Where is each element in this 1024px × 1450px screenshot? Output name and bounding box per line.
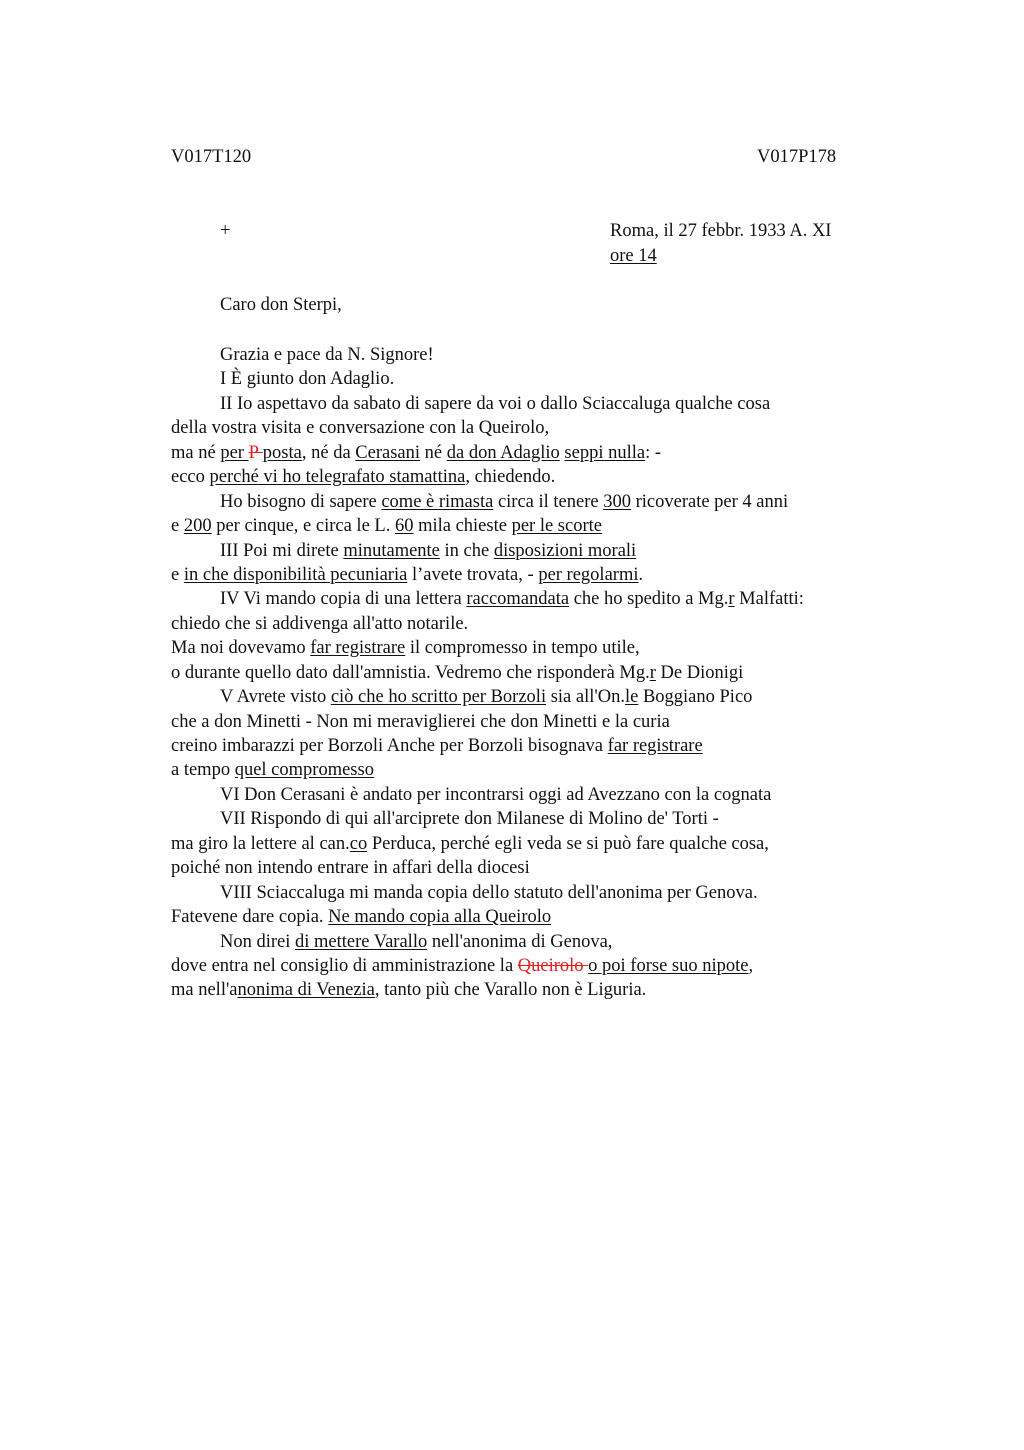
text-segment: o durante quello dato dall'amnistia. Vedremo che risponderà Mg.	[171, 662, 650, 683]
letter-line	[171, 392, 951, 416]
text-segment: per cinque, e circa le L.	[211, 516, 395, 537]
letter-line	[171, 587, 951, 611]
underlined-text: 60	[394, 516, 414, 537]
document-code-right: V017P178	[757, 147, 837, 167]
text-segment: VI Don Cerasani è andato per incontrarsi oggi ad Avezzano con la cognata	[220, 784, 772, 805]
text-segment: VII Rispondo di qui all'arciprete don Milanese di Molino de' Torti -	[220, 809, 719, 830]
text-segment: II Io aspettavo da sabato di sapere da voi o dallo Sciaccaluga qualche cosa	[220, 393, 771, 414]
text-segment: IV Vi mando copia di una lettera	[220, 589, 467, 610]
text-segment: Boggiano Pico	[638, 687, 753, 708]
letter-line	[171, 856, 951, 880]
deleted-text: P	[248, 442, 263, 463]
letter-line	[171, 441, 951, 465]
letter-line	[171, 832, 951, 856]
letter-line	[171, 710, 951, 734]
text-segment: , tanto più che Varallo non è Liguria.	[374, 980, 647, 1001]
letter-line	[171, 367, 951, 391]
underlined-text: per le scorte	[511, 516, 602, 537]
underlined-text: per	[220, 442, 249, 463]
underlined-text: r	[649, 662, 656, 683]
text-segment: Malfatti:	[734, 589, 804, 610]
letter-line	[171, 416, 951, 440]
text-segment: e	[171, 516, 184, 537]
letter-line	[171, 954, 951, 978]
letter-line	[171, 881, 951, 905]
underlined-text: quel compromesso	[234, 760, 374, 781]
text-segment: .	[638, 564, 644, 585]
text-segment: l’avete trovata, -	[407, 564, 539, 585]
underlined-text: nonima di Venezia	[237, 980, 375, 1001]
letter-line	[171, 612, 951, 636]
text-segment: e	[171, 564, 184, 585]
underlined-text: 200	[183, 516, 212, 537]
underlined-text: far registrare	[310, 638, 406, 659]
text-segment: dove entra nel consiglio di amministrazione la	[171, 955, 518, 976]
text-segment: che ho spedito a Mg.	[569, 589, 729, 610]
deleted-text: Queirolo	[517, 955, 589, 976]
underlined-text: Ne mando copia alla Queirolo	[328, 907, 552, 928]
underlined-text: come è rimasta	[381, 491, 494, 512]
text-segment: ecco	[171, 467, 210, 488]
text-segment: chiedo che si addivenga all'atto notarile.	[171, 613, 469, 634]
underlined-text: perché vi ho telegrafato stamattina	[209, 467, 466, 488]
document-code-left: V017T120	[171, 147, 252, 167]
text-segment: III Poi mi direte	[220, 540, 344, 561]
text-segment: ma nell'a	[171, 980, 238, 1001]
text-segment: Ho bisogno di sapere	[220, 491, 382, 512]
text-segment: sia all'On.	[546, 687, 625, 708]
letter-body	[171, 343, 951, 1003]
text-segment: V Avrete visto	[220, 687, 331, 708]
underlined-text: r	[728, 589, 735, 610]
underlined-text: le	[624, 687, 639, 708]
text-segment: circa il tenere	[493, 491, 604, 512]
letter-line	[171, 978, 951, 1002]
text-segment: Fatevene dare copia.	[171, 907, 329, 928]
text-segment: Perduca, perché egli veda se si può fare qualche cosa,	[367, 833, 769, 854]
underlined-text: raccomandata	[466, 589, 570, 610]
text-segment: né	[420, 442, 447, 463]
letter-line	[171, 490, 951, 514]
letter-line	[171, 905, 951, 929]
text-segment: ricoverate per 4 anni	[630, 491, 789, 512]
text-segment: , né da	[301, 442, 356, 463]
underlined-text: da don Adaglio	[446, 442, 560, 463]
text-segment: poiché non intendo entrare in affari della diocesi	[171, 858, 530, 879]
letter-line	[171, 539, 951, 563]
text-segment: I È giunto don Adaglio.	[220, 369, 395, 390]
letter-line	[171, 636, 951, 660]
text-segment: nell'anonima di Genova,	[427, 931, 613, 952]
letter-time	[610, 246, 657, 267]
letter-line	[171, 783, 951, 807]
text-segment: che a don Minetti - Non mi meraviglierei che don Minetti e la curia	[171, 711, 670, 732]
underlined-text: o poi forse suo nipote	[588, 955, 749, 976]
letter-line	[171, 661, 951, 685]
letter-line	[171, 758, 951, 782]
letter-line	[171, 734, 951, 758]
text-segment: ma né	[171, 442, 221, 463]
underlined-text: in che disponibilità pecuniaria	[183, 564, 408, 585]
cross-symbol: +	[220, 221, 231, 241]
underlined-text: minutamente	[343, 540, 440, 561]
text-segment: mila chieste	[413, 516, 512, 537]
text-segment: in che	[439, 540, 494, 561]
letter-line	[171, 343, 951, 367]
letter-time-text: ore 14	[610, 246, 657, 266]
place-date: Roma, il 27 febbr. 1933 A. XI	[610, 221, 832, 241]
underlined-text: Cerasani	[355, 442, 421, 463]
text-segment: a tempo	[171, 760, 235, 781]
text-segment: creino imbarazzi per Borzoli Anche per Borzoli bisognava	[171, 736, 608, 756]
text-segment: ma giro la lettere al can.	[171, 833, 350, 854]
underlined-text: far registrare	[607, 736, 703, 756]
underlined-text: ciò che ho scritto per Borzoli	[330, 687, 547, 708]
underlined-text: per regolarmi	[538, 564, 639, 585]
text-segment: della vostra visita e conversazione con la Queirolo,	[171, 418, 550, 439]
letter-line	[171, 930, 951, 954]
letter-line	[171, 807, 951, 831]
text-segment: Grazia e pace da N. Signore!	[220, 345, 434, 365]
underlined-text: disposizioni morali	[493, 540, 637, 561]
underlined-text: posta	[262, 442, 302, 463]
letter-line	[171, 465, 951, 489]
letter-line	[171, 685, 951, 709]
text-segment: Ma noi dovevamo	[171, 638, 311, 659]
text-segment: il compromesso in tempo utile,	[405, 638, 640, 659]
underlined-text: di mettere Varallo	[295, 931, 428, 952]
salutation: Caro don Sterpi,	[220, 295, 342, 315]
text-segment: VIII Sciaccaluga mi manda copia dello statuto dell'anonima per Genova.	[220, 882, 758, 903]
text-segment: De Dionigi	[655, 662, 744, 683]
underlined-text: 300	[603, 491, 631, 512]
underlined-text: co	[349, 833, 368, 854]
text-segment: , chiedendo.	[465, 467, 556, 488]
letter-line	[171, 563, 951, 587]
text-segment: : -	[645, 442, 662, 463]
underlined-text: seppi nulla	[564, 442, 646, 463]
text-segment: ,	[748, 955, 754, 976]
letter-line	[171, 514, 951, 538]
text-segment: Non direi	[220, 931, 296, 952]
